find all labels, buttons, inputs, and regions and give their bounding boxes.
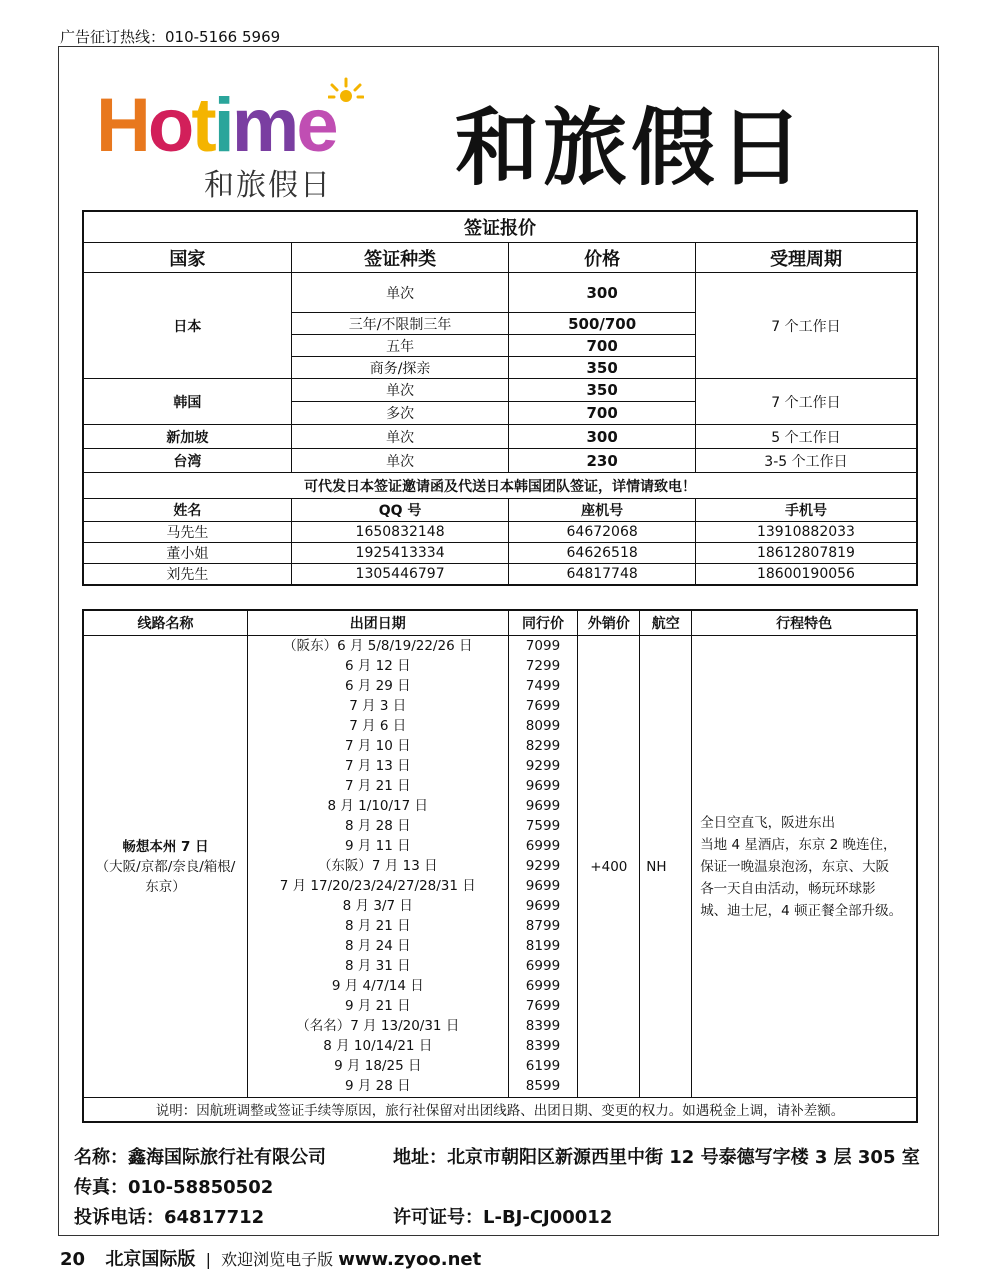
route-cell: [83, 636, 248, 1098]
departure-date: （名名）7 月 13/20/31 日: [296, 1018, 460, 1034]
contact-header-qq: QQ 号: [291, 499, 509, 522]
visa-type: 单次: [291, 425, 509, 449]
welcome-text: 欢迎浏览电子版: [221, 1250, 334, 1269]
trade-price: 8399: [525, 1038, 561, 1054]
visa-type: 三年/不限制三年: [291, 313, 509, 335]
visa-period: 7 个工作日: [695, 379, 917, 425]
departure-date: 7 月 3 日: [349, 698, 407, 714]
departure-date: 7 月 6 日: [349, 718, 407, 734]
route-name: 畅想本州 7 日: [122, 838, 209, 855]
departure-date: （东阪）7 月 13 日: [317, 858, 438, 874]
feature-line: 全日空直飞，阪进东出: [700, 814, 836, 831]
visa-type: 商务/探亲: [291, 357, 509, 379]
company-fax: 传真：010-58850502: [74, 1177, 274, 1198]
departure-date: 7 月 21 日: [344, 778, 411, 794]
visa-type: 单次: [291, 449, 509, 473]
departure-date: 8 月 28 日: [344, 818, 411, 834]
departure-date: 7 月 17/20/23/24/27/28/31 日: [279, 878, 476, 894]
trade-price: 7599: [525, 818, 561, 834]
visa-price: 700: [509, 335, 696, 357]
trade-price: 7499: [525, 678, 561, 694]
edition-name: 北京国际版: [105, 1249, 196, 1270]
contact-row: [83, 543, 917, 564]
header-features: 行程特色: [692, 610, 917, 636]
feature-line: 城、迪士尼，4 顿正餐全部升级。: [700, 902, 903, 919]
departure-date: 8 月 3/7 日: [342, 898, 413, 914]
trade-price: 9699: [525, 778, 561, 794]
departure-date: 9 月 28 日: [344, 1078, 411, 1094]
contact-name: 刘先生: [83, 564, 291, 586]
visa-period: 7 个工作日: [695, 273, 917, 379]
visa-type: 多次: [291, 402, 509, 425]
contact-mobile: 18612807819: [695, 543, 917, 564]
footer-separator: |: [205, 1250, 211, 1269]
page-number: 20: [60, 1249, 86, 1270]
trade-price: 9699: [525, 898, 561, 914]
logo-subtitle: 和旅假日: [204, 168, 332, 203]
contact-name: 董小姐: [83, 543, 291, 564]
departure-date: 8 月 21 日: [344, 918, 411, 934]
trade-price: 8299: [525, 738, 561, 754]
visa-type: 五年: [291, 335, 509, 357]
departure-date: 6 月 29 日: [344, 678, 411, 694]
departure-date: 6 月 12 日: [344, 658, 411, 674]
trade-price: 7699: [525, 998, 561, 1014]
feature-line: 各一天自由活动，畅玩环球影: [700, 880, 876, 897]
departure-date: 7 月 10 日: [344, 738, 411, 754]
departure-date: 8 月 1/10/17 日: [327, 798, 429, 814]
trade-price: 9699: [525, 878, 561, 894]
page-footer: [60, 1245, 481, 1271]
country-taiwan: 台湾: [83, 449, 291, 473]
header-trade-price: 同行价: [508, 610, 578, 636]
departure-date: （阪东）6 月 5/8/19/22/26 日: [283, 638, 473, 654]
company-address: 地址：北京市朝阳区新源西里中街 12 号泰德写字楼 3 层 305 室: [393, 1147, 920, 1168]
trade-price: 9299: [525, 858, 561, 874]
trade-price: 6999: [525, 958, 561, 974]
route-features: [692, 636, 917, 1098]
departure-date: 9 月 4/7/14 日: [331, 978, 424, 994]
contact-header-name: 姓名: [83, 499, 291, 522]
visa-type: 单次: [291, 379, 509, 402]
license-number: 许可证号：L-BJ-CJ00012: [393, 1207, 613, 1228]
airline: NH: [640, 636, 692, 1098]
website-link[interactable]: www.zyoo.net: [338, 1249, 482, 1270]
contact-qq: 1305446797: [291, 564, 509, 586]
departure-date: 8 月 24 日: [344, 938, 411, 954]
contact-landline: 64817748: [509, 564, 696, 586]
trade-price: 8199: [525, 938, 561, 954]
header-country: 国家: [83, 243, 291, 273]
visa-period: 5 个工作日: [695, 425, 917, 449]
route-detail: （大阪/京都/奈良/箱根/东京）: [95, 858, 236, 895]
header-price: 价格: [509, 243, 696, 273]
visa-price: 350: [509, 379, 696, 402]
header-retail-price: 外销价: [578, 610, 640, 636]
header-period: 受理周期: [695, 243, 917, 273]
visa-price-table: [82, 210, 918, 586]
trade-price: 6999: [525, 838, 561, 854]
tour-note: 说明：因航班调整或签证手续等原因，旅行社保留对出团线路、出团日期、变更的权力。如遇税金上调，请补差额。: [83, 1098, 917, 1122]
contact-mobile: 13910882033: [695, 522, 917, 543]
visa-note: 可代发日本签证邀请函及代送日本韩国团队签证，详情请致电！: [83, 473, 917, 499]
header-route: 线路名称: [83, 610, 248, 636]
trade-prices: [508, 636, 578, 1098]
trade-price: 8599: [525, 1078, 561, 1094]
header-visa-type: 签证种类: [291, 243, 509, 273]
visa-price: 700: [509, 402, 696, 425]
contact-row: [83, 522, 917, 543]
country-korea: 韩国: [83, 379, 291, 425]
hotime-logo: [96, 76, 386, 203]
visa-price: 500/700: [509, 313, 696, 335]
contact-mobile: 18600190056: [695, 564, 917, 586]
trade-price: 8399: [525, 1018, 561, 1034]
trade-price: 6199: [525, 1058, 561, 1074]
departure-date: 9 月 21 日: [344, 998, 411, 1014]
retail-price: +400: [578, 636, 640, 1098]
visa-price: 300: [509, 425, 696, 449]
visa-caption: 签证报价: [83, 211, 917, 243]
contact-header-landline: 座机号: [509, 499, 696, 522]
complaint-phone: 投诉电话：64817712: [74, 1207, 265, 1228]
header-dates: 出团日期: [248, 610, 509, 636]
departure-date: 8 月 10/14/21 日: [323, 1038, 433, 1054]
company-name: 名称：鑫海国际旅行社有限公司: [74, 1147, 326, 1168]
trade-price: 7299: [525, 658, 561, 674]
header-airline: 航空: [640, 610, 692, 636]
contact-row: [83, 564, 917, 586]
country-japan: 日本: [83, 273, 291, 379]
trade-price: 7699: [525, 698, 561, 714]
contact-qq: 1650832148: [291, 522, 509, 543]
contact-name: 马先生: [83, 522, 291, 543]
contact-landline: 64626518: [509, 543, 696, 564]
visa-price: 350: [509, 357, 696, 379]
departure-date: 9 月 11 日: [344, 838, 411, 854]
contact-header-mobile: 手机号: [695, 499, 917, 522]
visa-type: 单次: [291, 273, 509, 313]
departure-date: 9 月 18/25 日: [334, 1058, 422, 1074]
page-title: 和旅假日: [455, 98, 808, 197]
country-singapore: 新加坡: [83, 425, 291, 449]
visa-period: 3-5 个工作日: [695, 449, 917, 473]
departure-date: 8 月 31 日: [344, 958, 411, 974]
visa-price: 300: [509, 273, 696, 313]
departure-date: 7 月 13 日: [344, 758, 411, 774]
contact-qq: 1925413334: [291, 543, 509, 564]
departure-dates: [248, 636, 509, 1098]
trade-price: 6999: [525, 978, 561, 994]
trade-price: 9299: [525, 758, 561, 774]
visa-price: 230: [509, 449, 696, 473]
feature-line: 保证一晚温泉泡汤，东京、大阪: [700, 858, 890, 875]
trade-price: 7099: [525, 638, 561, 654]
ad-hotline: 广告征订热线：010-5166 5969: [60, 28, 281, 46]
contact-landline: 64672068: [509, 522, 696, 543]
feature-line: 当地 4 星酒店，东京 2 晚连住，: [700, 836, 897, 853]
trade-price: 8799: [525, 918, 561, 934]
trade-price: 8099: [525, 718, 561, 734]
logo-wordmark: Hotime: [96, 83, 336, 168]
tour-table: [82, 609, 918, 1123]
trade-price: 9699: [525, 798, 561, 814]
